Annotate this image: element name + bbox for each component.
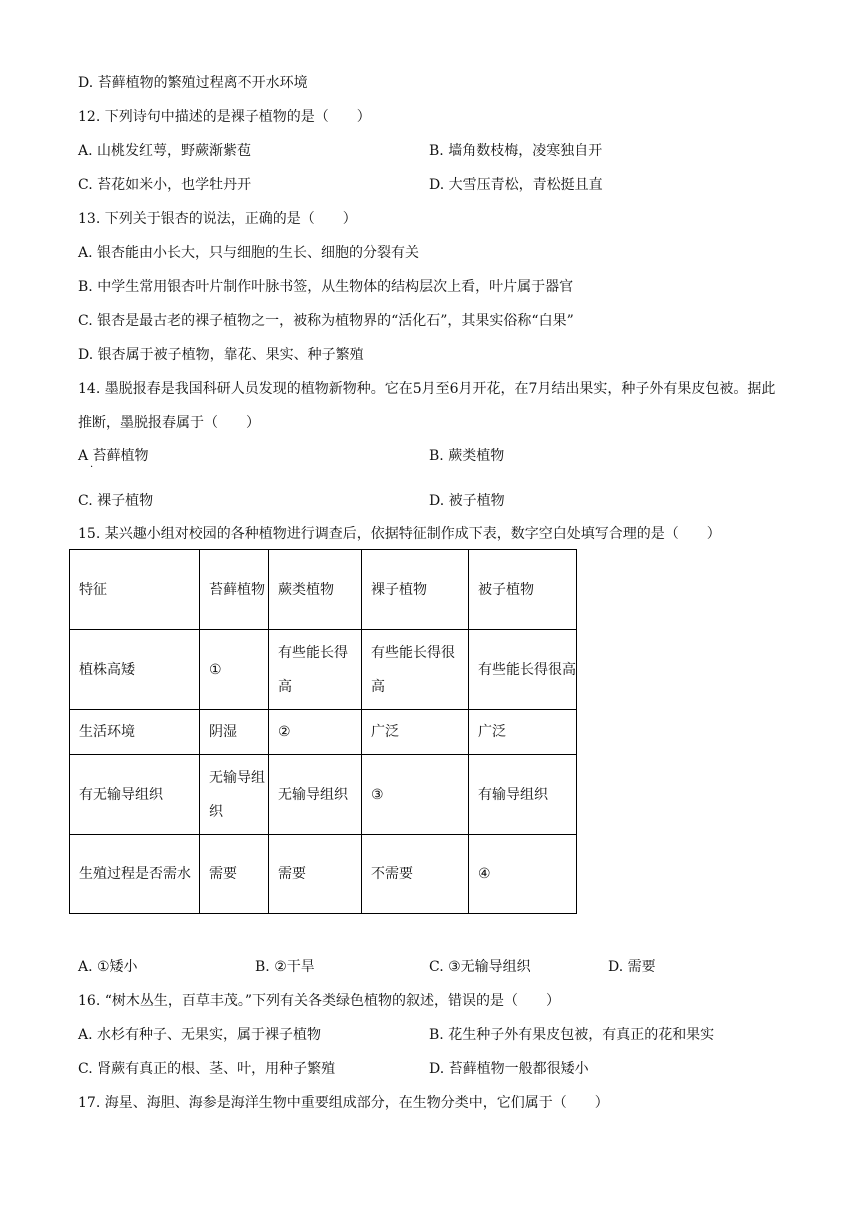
q14-option-a: A 苔藓植物: [78, 448, 149, 464]
table-header-cell: 蕨类植物: [269, 550, 362, 630]
table-cell: 有些能长得很高: [362, 630, 469, 710]
table-cell: 不需要: [362, 835, 469, 914]
q12-option-d: D. 大雪压青松，青松挺且直: [429, 177, 603, 193]
q13-stem: 13. 下列关于银杏的说法，正确的是（ ）: [78, 211, 357, 227]
table-header-row: [70, 550, 577, 630]
q15-option-d: D. 需要: [608, 959, 656, 975]
table-cell: 广泛: [362, 710, 469, 755]
table-cell: 无输导组织: [269, 755, 362, 835]
q15-option-b: B. ②干旱: [255, 959, 315, 975]
table-header-cell: 苔藓植物: [200, 550, 269, 630]
q13-option-c: C. 银杏是最古老的裸子植物之一，被称为植物界的“活化石”，其果实俗称“白果”: [78, 313, 574, 329]
table-row: [70, 710, 577, 755]
q13-option-a: A. 银杏能由小长大，只与细胞的生长、细胞的分裂有关: [78, 245, 420, 261]
table-row: [70, 755, 577, 835]
q12-option-c: C. 苔花如米小，也学牡丹开: [78, 177, 252, 193]
q15-stem: 15. 某兴趣小组对校园的各种植物进行调查后，依据特征制作成下表，数字空白处填写合理的是（ ）: [78, 526, 721, 542]
table-cell: 有些能长得高: [269, 630, 362, 710]
q15-option-a: A. ①矮小: [78, 959, 138, 975]
table-header-cell: 特征: [70, 550, 200, 630]
table-row: [70, 630, 577, 710]
q15-option-c: C. ③无输导组织: [429, 959, 531, 975]
table-header-cell: 被子植物: [469, 550, 577, 630]
q11-option-d: D. 苔藓植物的繁殖过程离不开水环境: [78, 75, 308, 91]
q12-stem: 12. 下列诗句中描述的是裸子植物的是（ ）: [78, 109, 371, 125]
table-cell: 需要: [269, 835, 362, 914]
q16-option-d: D. 苔藓植物一般都很矮小: [429, 1061, 589, 1077]
q16-option-a: A. 水杉有种子、无果实，属于裸子植物: [78, 1027, 322, 1043]
table-cell: ④: [469, 835, 577, 914]
table-header-cell: 裸子植物: [362, 550, 469, 630]
table-cell: 阴湿: [200, 710, 269, 755]
q13-option-d: D. 银杏属于被子植物，靠花、果实、种子繁殖: [78, 347, 364, 363]
q12-option-a: A. 山桃发红萼，野蕨渐紫苞: [78, 143, 252, 159]
table-cell: 有些能长得很高: [469, 630, 577, 710]
q16-stem: 16. “树木丛生，百草丰茂。”下列有关各类绿色植物的叙述，错误的是（ ）: [78, 993, 561, 1009]
q16-option-c: C. 肾蕨有真正的根、茎、叶，用种子繁殖: [78, 1061, 336, 1077]
table-cell: 广泛: [469, 710, 577, 755]
table-cell: 需要: [200, 835, 269, 914]
q14-option-c: C. 裸子植物: [78, 493, 154, 509]
table-cell: ③: [362, 755, 469, 835]
table-cell: 生活环境: [70, 710, 200, 755]
table-cell: 植株高矮: [70, 630, 200, 710]
q14-option-b: B. 蕨类植物: [429, 448, 505, 464]
table-cell: 有输导组织: [469, 755, 577, 835]
q13-option-b: B. 中学生常用银杏叶片制作叶脉书签，从生物体的结构层次上看，叶片属于器官: [78, 279, 574, 295]
q16-option-b: B. 花生种子外有果皮包被，有真正的花和果实: [429, 1027, 715, 1043]
q12-option-b: B. 墙角数枝梅，凌寒独自开: [429, 143, 603, 159]
table-cell: 有无输导组织: [70, 755, 200, 835]
table-cell: ①: [200, 630, 269, 710]
table-row: [70, 835, 577, 914]
q17-stem: 17. 海星、海胆、海参是海洋生物中重要组成部分，在生物分类中，它们属于（ ）: [78, 1095, 609, 1111]
table-cell: 无输导组织: [200, 755, 269, 835]
q14-option-d: D. 被子植物: [429, 493, 505, 509]
table-cell: 生殖过程是否需水: [70, 835, 200, 914]
q14-stem: 14. 墨脱报春是我国科研人员发现的植物新物种。它在5月至6月开花，在7月结出果实，种子外有果皮包被。据此推断，墨脱报春属于（ ）: [78, 381, 776, 431]
dot-mark: ·: [90, 462, 94, 473]
table-cell: ②: [269, 710, 362, 755]
plant-feature-table: [69, 549, 577, 914]
